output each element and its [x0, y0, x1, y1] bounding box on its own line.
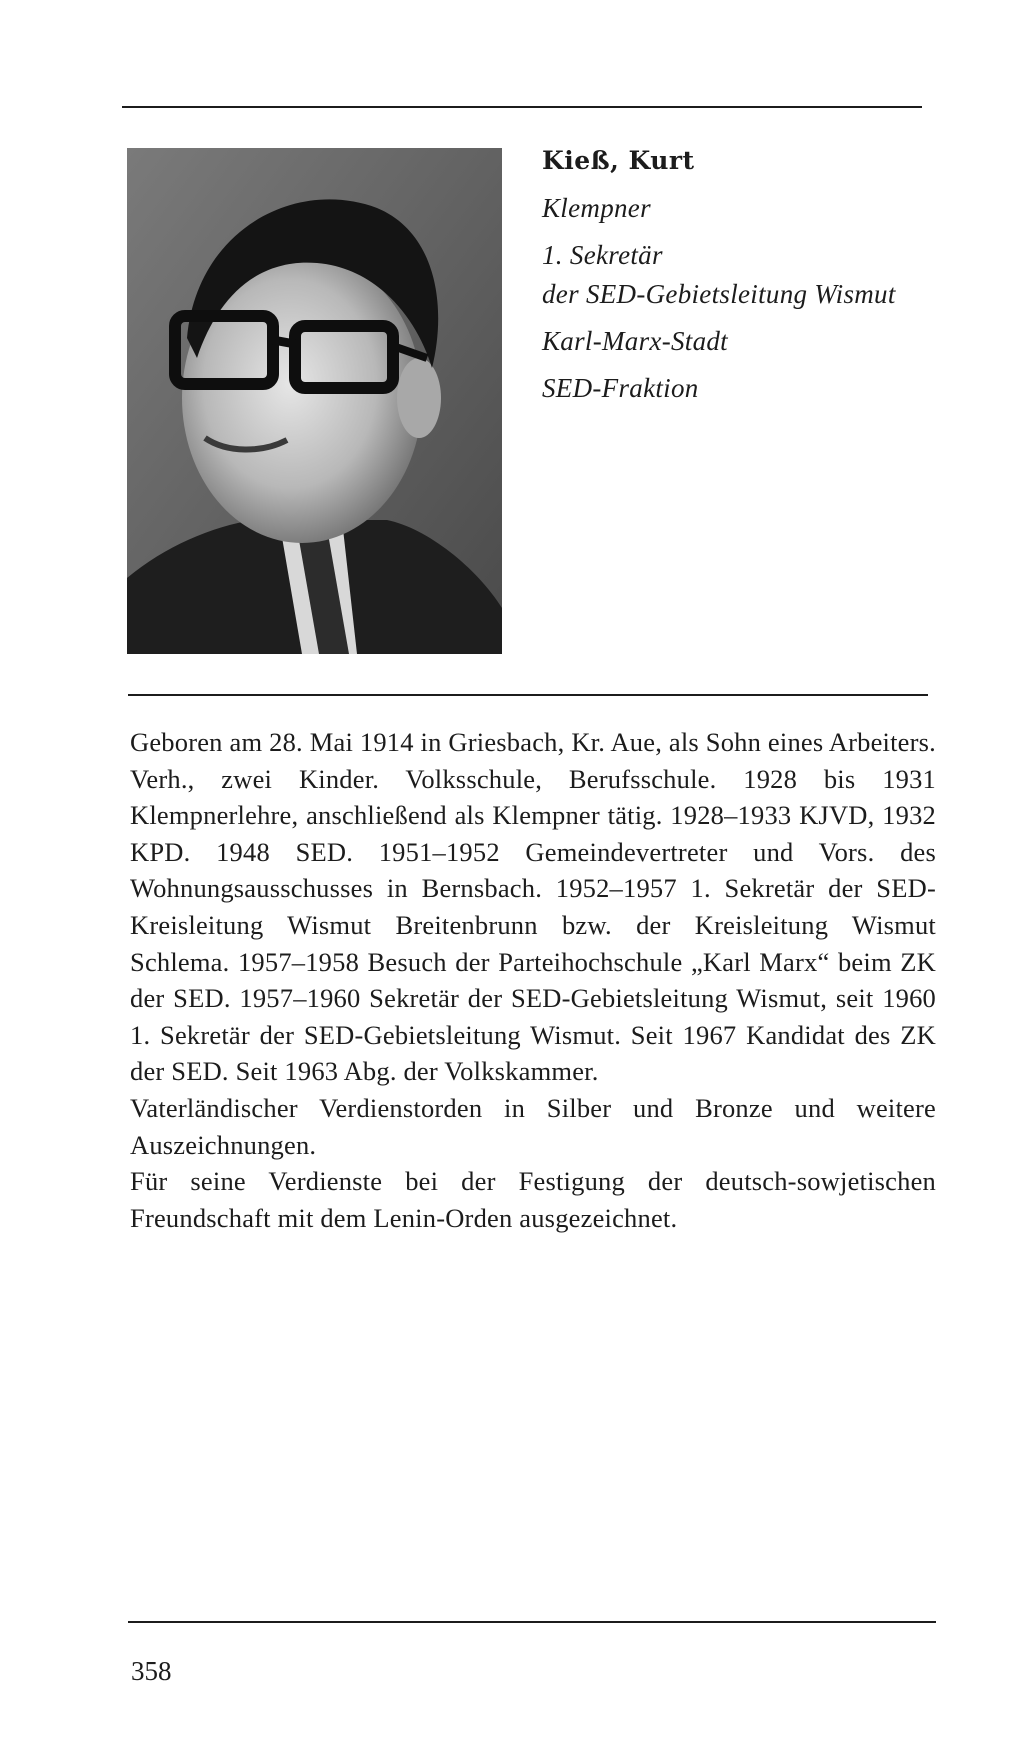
person-occupation: Klempner: [542, 193, 651, 223]
person-position-line2: der SED-Gebietsleitung Wismut: [542, 279, 896, 309]
person-header: [542, 148, 962, 408]
bottom-rule: [128, 1621, 936, 1623]
page-number: 358: [131, 1656, 172, 1686]
biography-paragraph-1: Geboren am 28. Mai 1914 in Griesbach, Kr. Aue, als Sohn eines Arbeiters. Verh., zwei Kinder. Volksschule, Berufsschule. 1928 bis 1931 Klempnerlehre, anschließend als Klempner tätig. 1928–1933 KJVD, 1932 KPD. 1948 SED. 1951–1952 Gemeindevertreter und Vors. des Wohnungsausschusses in Bernsbach. 1952–1957 1. Sekretär der SED-Kreisleitung Wismut Breitenbrunn bzw. der Kreisleitung Wismut Schlema. 1957–1958 Besuch der Parteihochschule „Karl Marx“ beim ZK der SED. 1957–1960 Sekretär der SED-Gebietsleitung Wismut, seit 1960 1. Sekretär der SED-Gebietsleitung Wismut. Seit 1967 Kandidat des ZK der SED. Seit 1963 Abg. der Volkskammer.: [130, 727, 936, 1087]
portrait-photo: [127, 148, 502, 654]
biography-paragraph-3: Für seine Verdienste bei der Festigung der deutsch-sowjetischen Freundschaft mit dem Lenin-Orden ausgezeichnet.: [130, 1166, 936, 1233]
biography: [130, 724, 936, 1236]
person-faction: SED-Fraktion: [542, 373, 699, 403]
biography-paragraph-2: Vaterländischer Verdienstorden in Silber und Bronze und weitere Auszeichnungen.: [130, 1092, 936, 1160]
person-position-line1: 1. Sekretär: [542, 240, 663, 270]
person-district: Karl-Marx-Stadt: [542, 326, 728, 356]
middle-rule: [128, 694, 928, 696]
person-name: Kieß, Kurt: [542, 146, 695, 175]
top-rule: [122, 106, 922, 108]
